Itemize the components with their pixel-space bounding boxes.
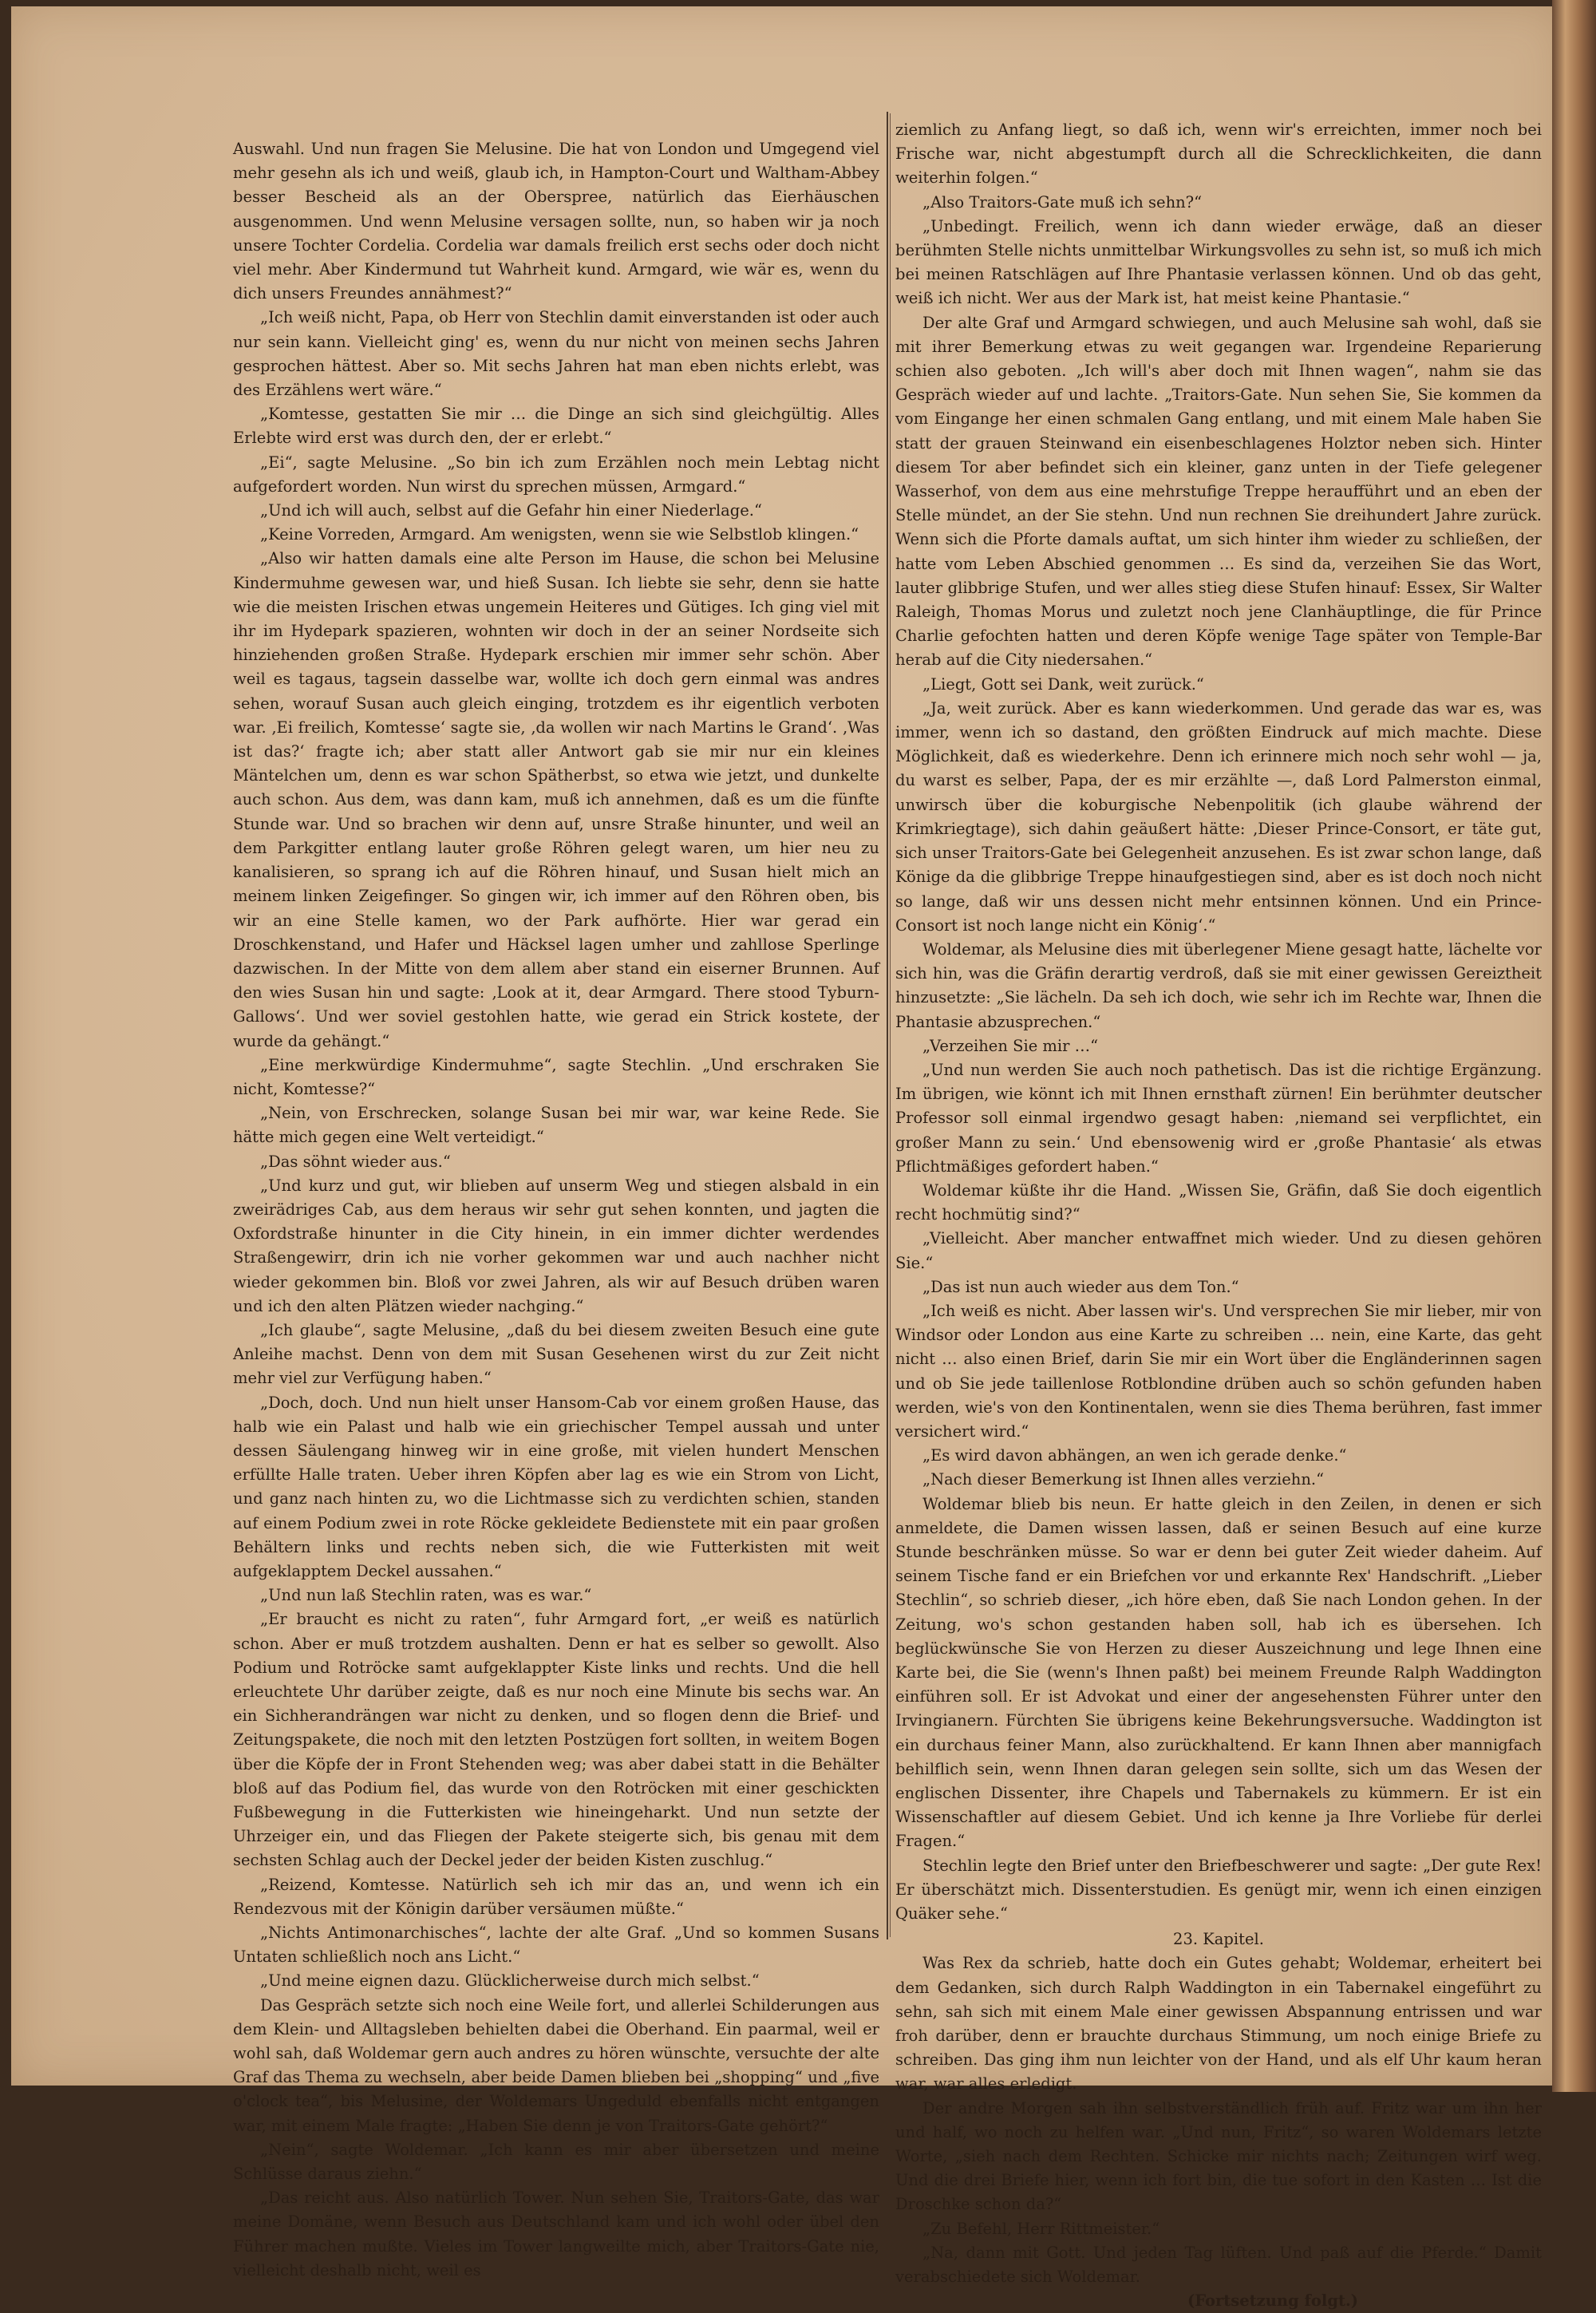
right-column-paragraph: Der andre Morgen sah ihn selbstverständlich früh auf. Fritz war um ihn her und half, wo noch zu helfen war. „Und nun, Fritz“, so waren Woldemars letzte Worte, „sieh nach dem Rechten. Schicke mir nichts nach; Zeitungen wirf weg. Und die drei Briefe hier, wenn ich fort bin, die tue sofort in den Kasten … Ist die Droschke schon da?“ <box>895 2098 1542 2214</box>
right-column-paragraph: „Ja, weit zurück. Aber es kann wiederkommen. Und gerade das war es, was immer, wenn ich so dastand, den größten Eindruck auf mich machte. Diese Möglichkeit, daß es wiederkehre. Denn ich erinnere mich noch sehr wohl — ja, du warst es selber, Papa, der es mir erzählte —, daß Lord Palmerston einmal, unwirsch über die koburgische Nebenpolitik (ich glaube während der Krimkriegtage), sich dahin geäußert hätte: ‚Dieser Prince-Consort, er täte gut, sich unser Traitors-Gate bei Gelegenheit anzusehen. Es ist zwar schon lange, daß Könige da die glibbrige Treppe hinaufgestiegen sind, aber es ist doch noch nicht so lange, daß wir uns dessen nicht mehr entsinnen können. Und ein Prince-Consort ist noch lange nicht ein König‘.“ <box>895 698 1542 935</box>
left-column-paragraph: Das Gespräch setzte sich noch eine Weile fort, und allerlei Schilderungen aus dem Klein- und Alltagsleben behielten dabei die Oberhand. Ein paarmal, weil er wohl sah, daß Woldemar gern auch andres zu hören wünschte, versuchte der alte Graf das Thema zu wechseln, aber beide Damen blieben bei „shopping“ und „five o'clock tea“, bis Melusine, der Woldemars Ungeduld ebenfalls nicht entgangen war, mit einem Male fragte: „Haben Sie denn je von Traitors-Gate gehört?“ <box>233 1995 879 2135</box>
left-column-paragraph: „Eine merkwürdige Kindermuhme“, sagte Stechlin. „Und erschraken Sie nicht, Komtesse?“ <box>233 1055 879 1098</box>
right-column-paragraph: „Verzeihen Sie mir …“ <box>922 1036 1099 1055</box>
left-column-paragraph: „Komtesse, gestatten Sie mir … die Dinge an sich sind gleichgültig. Alles Erlebte wird erst was durch den, der er erlebt.“ <box>233 405 879 448</box>
left-column-paragraph: „Also wir hatten damals eine alte Person im Hause, die schon bei Melusine Kindermuhme gewesen war, und hieß Susan. Ich liebte sie sehr, denn sie hatte wie die meisten Irischen etwas ungemein Heiteres und Gütiges. Ich ging viel mit ihr im Hydepark spazieren, wohnten wir doch in der an seiner Nordseite sich hinziehenden großen Straße. Hydepark erschien mir immer sehr schön. Aber weil es tagaus, tagsein dasselbe war, wollte ich doch gern einmal was andres sehen, worauf Susan auch gleich einging, trotzdem es ihr eigentlich verboten war. ‚Ei freilich, Komtesse‘ sagte sie, ‚da wollen wir nach Martins le Grand‘. ‚Was ist das?‘ fragte ich; aber statt aller Antwort gab sie mir nur ein kleines Mäntelchen um, denn es war schon Spätherbst, so etwa wie jetzt, und dunkelte auch schon. Aus dem, was dann kam, muß ich annehmen, daß es um die fünfte Stunde war. Und so brachen wir denn auf, unsre Straße hinunter, und weil an dem Parkgitter entlang lauter große Röhren gelegt waren, um hier neu zu kanalisieren, so sprang ich auf die Röhren hinauf, und Susan hielt mich an meinem linken Zeigefinger. So gingen wir, ich immer auf den Röhren oben, bis wir an eine Stelle kamen, wo der Park aufhörte. Hier war gerad ein Droschkenstand, und Hafer und Häcksel lagen umher und zahllose Sperlinge dazwischen. In der Mitte von dem allem aber stand ein eiserner Brunnen. Auf den wies Susan hin und sagte: ‚Look at it, dear Armgard. There stood Tyburn-Gallows‘. Und wer soviel gestohlen hatte, wie gerad ein Strick kostete, der wurde da gehängt.“ <box>233 549 879 1050</box>
right-column-paragraph: Was Rex da schrieb, hatte doch ein Gutes gehabt; Woldemar, erheitert bei dem Gedanken, sich durch Ralph Waddington in ein Tabernakel eingeführt zu sehn, sah sich mit einem Male einer gewissen Abspannung entrissen und war froh darüber, denn er brauchte durchaus Stimmung, um noch einige Briefe zu schreiben. Das ging ihm nun leichter von der Hand, und als elf Uhr kaum heran war, war alles erledigt. <box>895 1954 1542 2094</box>
right-column-paragraph: Stechlin legte den Brief unter den Briefbeschwerer und sagte: „Der gute Rex! Er überschätzt mich. Dissenterstudien. Es genügt mir, wenn ich einen einzigen Quäker sehe.“ <box>895 1856 1542 1924</box>
left-column-paragraph: Auswahl. Und nun fragen Sie Melusine. Die hat von London und Umgegend viel mehr gesehn als ich und weiß, glaub ich, in Hampton-Court und Waltham-Abbey besser Bescheid als an der Oberspree, natürlich das Eierhäuschen ausgenommen. Und wenn Melusine versagen sollte, nun, so haben wir ja noch unsere Tochter Cordelia. Cordelia war damals freilich erst sechs oder doch nicht viel mehr. Aber Kindermund tut Wahrheit kund. Armgard, wie wär es, wenn du dich unsers Freundes annähmest?“ <box>233 140 879 303</box>
continuation-note: (Fortsetzung folgt.) <box>1187 2291 1358 2311</box>
left-column-paragraph: „Nichts Antimonarchisches“, lachte der alte Graf. „Und so kommen Susans Untaten schließlich noch ans Licht.“ <box>233 1924 879 1967</box>
right-column-paragraph: „Unbedingt. Freilich, wenn ich dann wieder erwäge, daß an dieser berühmten Stelle nichts unmittelbar Wirkungsvolles zu sehn ist, so muß ich mich bei meinen Ratschlägen auf Ihre Phantasie verlassen können. Und ob das geht, weiß ich nicht. Wer aus der Mark ist, hat meist keine Phantasie.“ <box>895 216 1542 308</box>
left-column-paragraph: „Ich glaube“, sagte Melusine, „daß du bei diesem zweiten Besuch eine gute Anleihe machst. Denn von dem mit Susan Gesehenen wirst du zur Zeit nicht mehr viel zur Verfügung haben.“ <box>233 1320 879 1388</box>
book-spine-edge <box>1552 0 1596 2092</box>
left-column-paragraph: „Und meine eignen dazu. Glücklicherweise durch mich selbst.“ <box>260 1971 760 1991</box>
left-column-paragraph: „Und kurz und gut, wir blieben auf unserm Weg und stiegen alsbald in ein zweirädriges Cab, aus dem heraus wir sehr gut sehen konnten, und jagten die Oxfordstraße hinunter in die City hinein, in ein immer dichter werdendes Straßengewirr, drin ich nie vorher gekommen war und auch nachher nicht wieder gekommen bin. Bloß vor zwei Jahren, als wir auf Besuch drüben waren und ich den alten Plätzen wieder nachging.“ <box>233 1176 879 1315</box>
right-column-paragraph: „Und nun werden Sie auch noch pathetisch. Das ist die richtige Ergänzung. Im übrigen, wie könnt ich mit Ihnen ernsthaft zürnen! Ein berühmter deutscher Professor soll einmal irgendwo gesagt haben: ‚niemand sei verpflichtet, ein großer Mann zu sein.‘ Und ebensowenig wird er ‚große Phantasie‘ als etwas Pflichtmäßiges gefordert haben.“ <box>895 1060 1542 1176</box>
right-column-paragraph: ziemlich zu Anfang liegt, so daß ich, wenn wir's erreichten, immer noch bei Frische war, nicht abgestumpft durch all die Schrecklichkeiten, die dann weiterhin folgen.“ <box>895 121 1542 188</box>
left-column-paragraph: „Reizend, Komtesse. Natürlich seh ich mir das an, und wenn ich ein Rendezvous mit der Königin darüber versäumen müßte.“ <box>233 1875 879 1918</box>
text-columns <box>233 118 1542 2311</box>
right-column-paragraph: „Ich weiß es nicht. Aber lassen wir's. Und versprechen Sie mir lieber, mir von Windsor oder London aus eine Karte zu schreiben … nein, eine Karte, das geht nicht … also einen Brief, darin Sie mir ein Wort über die Engländerinnen sagen und ob Sie jede taillenlose Rotblondine drüben auch so schön gefunden haben werden, wie's von den Kontinentalen, wenn sie dies Thema berühren, fast immer versichert wird.“ <box>895 1301 1542 1441</box>
right-column <box>895 118 1542 2311</box>
chapter-heading: 23. Kapitel. <box>1173 1930 1264 1949</box>
right-column-paragraph: „Also Traitors-Gate muß ich sehn?“ <box>922 192 1203 212</box>
right-column-paragraph: Woldemar, als Melusine dies mit überlegener Miene gesagt hatte, lächelte vor sich hin, was die Gräfin derartig verdroß, daß sie mit einer gewissen Gereiztheit hinzusetzte: „Sie lächeln. Da seh ich doch, wie sehr ich im Rechte war, Ihnen die Phantasie abzusprechen.“ <box>895 939 1542 1031</box>
left-column-paragraph: „Nein, von Erschrecken, solange Susan bei mir war, war keine Rede. Sie hätte mich gegen eine Welt verteidigt.“ <box>233 1104 879 1147</box>
right-column-paragraph: „Das ist nun auch wieder aus dem Ton.“ <box>922 1277 1239 1296</box>
right-column-paragraph: Der alte Graf und Armgard schwiegen, und auch Melusine sah wohl, daß sie mit ihrer Bemerkung etwas zu weit gegangen war. Irgendeine Reparierung schien also geboten. „Ich will's aber doch mit Ihnen wagen“, nahm sie das Gespräch wieder auf und lachte. „Traitors-Gate. Nun sehen Sie, Sie kommen da vom Eingange her einen schmalen Gang entlang, und mit einem Male haben Sie statt der grauen Steinwand ein eisenbeschlagenes Holztor neben sich. Hinter diesem Tor aber befindet sich ein kleiner, ganz unten in der Tiefe gelegener Wasserhof, von dem aus eine mehrstufige Treppe heraufführt und an eben der Stelle mündet, an der Sie stehn. Und nun rechnen Sie dreihundert Jahre zurück. Wenn sich die Pforte damals auftat, um sich hinter ihm wieder zu schließen, der hatte vom Leben Abschied genommen … Es sind da, verzeihen Sie das Wort, lauter glibbrige Stufen, und wer alles stieg diese Stufen hinauf: Essex, Sir Walter Raleigh, Thomas Morus und zuletzt noch jene Clanhäuptlinge, die für Prince Charlie gefochten hatten und deren Köpfe wenige Tage später von Temple-Bar herab auf die City niedersahen.“ <box>895 313 1542 670</box>
right-column-paragraph: „Liegt, Gott sei Dank, weit zurück.“ <box>922 674 1204 694</box>
left-column-paragraph: „Keine Vorreden, Armgard. Am wenigsten, wenn sie wie Selbstlob klingen.“ <box>260 525 859 544</box>
right-column-paragraph: Woldemar blieb bis neun. Er hatte gleich in den Zeilen, in denen er sich anmeldete, die Damen wissen lassen, daß er seinen Besuch auf eine kurze Stunde beschränken müsse. So war er denn bei guter Zeit wieder daheim. Auf seinem Tische fand er ein Briefchen vor und erkannte Rex' Handschrift. „Lieber Stechlin“, so schrieb dieser, „ich höre eben, daß Sie nach London gehen. In der Zeitung, wo's schon gestanden haben soll, hab ich es übersehen. Ich beglückwünsche Sie von Herzen zu dieser Auszeichnung und lege Ihnen eine Karte bei, die Sie (wenn's Ihnen paßt) bei meinem Freunde Ralph Waddington einführen soll. Er ist Advokat und einer der angesehensten Führer unter den Irvingianern. Fürchten Sie übrigens keine Bekehrungsversuche. Waddington ist ein durchaus feiner Mann, also zurückhaltend. Er kann Ihnen aber mannigfach behilflich sein, wenn Ihnen daran gelegen sein sollte, sich um das Wesen der englischen Dissenter, ihre Chapels und Tabernakels zu kümmern. Er ist ein Wissenschaftler auf diesem Gebiet. Und ich kenne ja Ihre Vorliebe für derlei Fragen.“ <box>895 1494 1542 1851</box>
right-column-paragraph: „Es wird davon abhängen, an wen ich gerade denke.“ <box>922 1446 1347 1465</box>
left-column-paragraph: „Und ich will auch, selbst auf die Gefahr hin einer Niederlage.“ <box>260 501 762 520</box>
right-column-paragraph: „Zu Befehl, Herr Rittmeister.“ <box>922 2219 1160 2238</box>
left-column-paragraph: „Doch, doch. Und nun hielt unser Hansom-Cab vor einem großen Hause, das halb wie ein Palast und halb wie ein griechischer Tempel aussah und unter dessen Säulengang hinweg wir in eine große, mit vielen hundert Menschen erfüllte Halle traten. Ueber ihren Köpfen aber lag es wie ein Strom von Licht, und ganz nach hinten zu, wo die Lichtmasse sich zu verdichten schien, standen auf einem Podium zwei in rote Röcke gekleidete Bedienstete mit ein paar großen Behältern links und rechts neben sich, die wie Futterkisten mit weit aufgeklapptem Deckel aussahen.“ <box>233 1393 879 1580</box>
left-column-paragraph: „Ei“, sagte Melusine. „So bin ich zum Erzählen noch mein Lebtag nicht aufgefordert worden. Nun wirst du sprechen müssen, Armgard.“ <box>233 453 879 496</box>
right-column-paragraph: „Nach dieser Bemerkung ist Ihnen alles verziehn.“ <box>922 1470 1325 1489</box>
left-column-paragraph: „Nein“, sagte Woldemar. „Ich kann es mir aber übersetzen und meine Schlüsse daraus ziehn.“ <box>233 2140 879 2184</box>
left-column-paragraph: „Er braucht es nicht zu raten“, fuhr Armgard fort, „er weiß es natürlich schon. Aber er muß trotzdem aushalten. Denn er hat es selber so gewollt. Also Podium und Rotröcke samt aufgeklappter Kiste links und rechts. Und die hell erleuchtete Uhr darüber zeigte, daß es nur noch eine Minute bis sechs war. An ein Sichherandrängen war nicht zu denken, und so flogen denn die Brief- und Zeitungspakete, die noch mit den letzten Postzügen fort sollten, in weitem Bogen über die Köpfe der in Front Stehenden weg; was aber dabei statt in die Behälter bloß auf das Podium fiel, das wurde von den Rotröcken mit einer geschickten Fußbewegung in die Futterkisten wie hineingeharkt. Und nun setzte der Uhrzeiger ein, und das Fliegen der Pakete steigerte sich, bis genau mit dem sechsten Schlag auch der Deckel jeder der beiden Kisten zuschlug.“ <box>233 1610 879 1870</box>
right-column-paragraph: „Vielleicht. Aber mancher entwaffnet mich wieder. Und zu diesen gehören Sie.“ <box>895 1229 1542 1272</box>
left-column-paragraph: „Ich weiß nicht, Papa, ob Herr von Stechlin damit einverstanden ist oder auch nur sein kann. Vielleicht ging' es, wenn du nur nicht von meinen sechs Jahren gesprochen hättest. Aber so. Mit sechs Jahren hat man eben nichts erlebt, was des Erzählens wert wäre.“ <box>233 308 879 400</box>
left-column-paragraph: „Das söhnt wieder aus.“ <box>260 1152 451 1171</box>
left-column <box>233 137 879 2279</box>
right-column-paragraph: „Na, dann mit Gott. Und jeden Tag lüften. Und paß auf die Pferde.“ Damit verabschiedete sich Woldemar. <box>895 2243 1542 2287</box>
right-column-paragraph: Woldemar küßte ihr die Hand. „Wissen Sie, Gräfin, daß Sie doch eigentlich recht hochmütig sind?“ <box>895 1180 1542 1224</box>
left-column-paragraph: „Und nun laß Stechlin raten, was es war.“ <box>260 1586 592 1605</box>
left-column-paragraph: „Das reicht aus. Also natürlich Tower. Nun sehen Sie, Traitors-Gate, das war meine Domäne, wenn Besuch aus Deutschland kam und ich wohl oder übel den Führer machen mußte. Vieles im Tower langweilte mich, aber Traitors-Gate nie, vielleicht deshalb nicht, weil es <box>233 2188 879 2279</box>
